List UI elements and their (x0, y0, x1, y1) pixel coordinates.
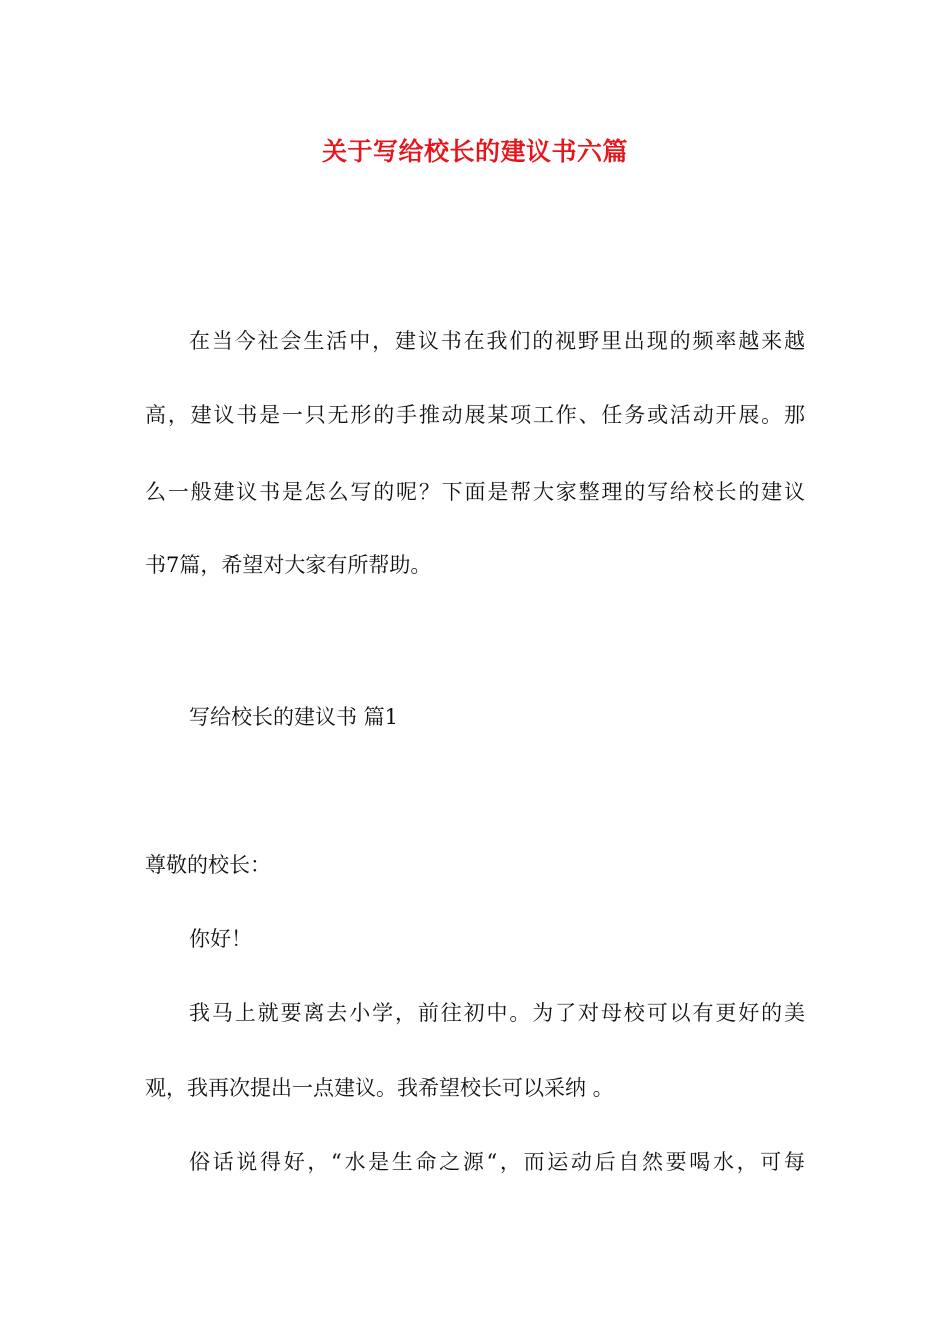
salutation: 尊敬的校长： (145, 853, 271, 877)
intro-line-2: 高，建议书是一只无形的手推动展某项工作、任务或活动开展。那 (145, 403, 805, 427)
para1-line-2: 观，我再次提出一点建议。我希望校长可以采纳 。 (145, 1076, 614, 1100)
intro-line-4: 书7篇，希望对大家有所帮助。 (145, 553, 432, 577)
section-heading: 写给校长的建议书 篇1 (189, 705, 399, 729)
para2-line-1: 俗话说得好，“水是生命之源“，而运动后自然要喝水，可每 (189, 1150, 805, 1174)
greeting: 你好！ (189, 927, 252, 951)
intro-line-1: 在当今社会生活中，建议书在我们的视野里出现的频率越来越 (189, 329, 805, 353)
intro-line-3: 么一般建议书是怎么写的呢？下面是帮大家整理的写给校长的建议 (145, 480, 805, 504)
para1-line-1: 我马上就要离去小学，前往初中。为了对母校可以有更好的美 (189, 1001, 805, 1025)
document-title: 关于写给校长的建议书六篇 (321, 137, 628, 166)
